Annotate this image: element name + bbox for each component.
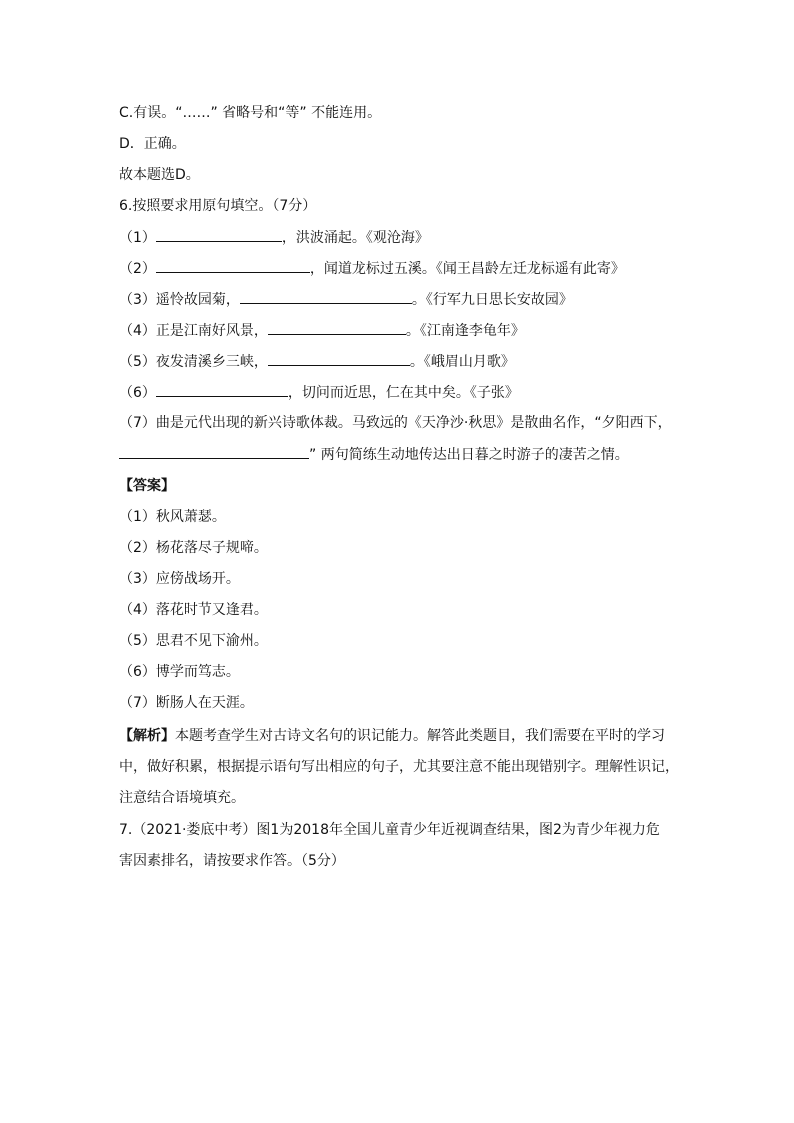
- conclusion-line: 故本题选D。: [119, 167, 200, 183]
- option-d-note: D．正确。: [119, 136, 186, 152]
- analysis-label: 【解析】: [119, 728, 175, 744]
- q6-item-suffix: 。《峨眉山月歌》: [409, 354, 515, 370]
- q6-item-suffix: ，闻道龙标过五溪。《闻王昌龄左迁龙标遥有此寄》: [309, 261, 625, 277]
- answer-item-4: （4）落花时节又逢君。: [119, 602, 268, 618]
- q6-item-number: （4）: [119, 323, 156, 339]
- question-7-line-2: 害因素排名，请按要求作答。（5分）: [119, 853, 345, 869]
- fill-blank[interactable]: [119, 444, 309, 459]
- answer-item-6: （6）博学而笃志。: [119, 664, 240, 680]
- answer-item-1: （1）秋风萧瑟。: [119, 509, 226, 525]
- answer-heading: 【答案】: [119, 478, 175, 494]
- q6-item-prefix: 遥怜故园菊，: [155, 292, 240, 308]
- answer-item-3: （3）应傍战场开。: [119, 571, 240, 587]
- q6-item-suffix: 。《江南逢李龟年》: [405, 323, 525, 339]
- answer-item-2: （2）杨花落尽子规啼。: [119, 540, 268, 556]
- q6-item-prefix: 夜发清溪乡三峡，: [155, 354, 268, 370]
- question-6-title: 6.按照要求用原句填空。（7分）: [119, 198, 317, 214]
- q6-item-2: [119, 258, 625, 278]
- fill-blank[interactable]: [240, 289, 412, 304]
- fill-blank[interactable]: [156, 227, 282, 242]
- q6-item-suffix: ，洪波涌起。《观沧海》: [281, 230, 429, 246]
- q6-item-7-line2: [119, 444, 629, 464]
- q6-item-suffix: ” 两句简练生动地传达出日暮之时游子的凄苦之情。: [309, 447, 629, 463]
- analysis-line-3: 注意结合语境填充。: [119, 790, 245, 806]
- q6-item-3: [119, 289, 573, 309]
- fill-blank[interactable]: [156, 382, 288, 397]
- q6-item-1: [119, 227, 429, 247]
- q6-item-number: （2）: [119, 261, 156, 277]
- answer-item-5: （5）思君不见下渝州。: [119, 633, 268, 649]
- option-c-note: C.有误。“……” 省略号和“等” 不能连用。: [119, 105, 382, 121]
- q6-item-4: [119, 320, 525, 340]
- analysis-line-2: 中，做好积累，根据提示语句写出相应的句子，尤其要注意不能出现错别字。理解性识记，: [119, 759, 679, 775]
- q6-item-7-line1: （7）曲是元代出现的新兴诗歌体裁。马致远的《天净沙·秋思》是散曲名作，“夕阳西下，: [119, 415, 672, 431]
- fill-blank[interactable]: [268, 351, 410, 366]
- fill-blank[interactable]: [268, 320, 406, 335]
- q6-item-6: [119, 382, 519, 402]
- q6-item-suffix: 。《行军九日思长安故园》: [411, 292, 573, 308]
- question-7-line-1: 7.（2021·娄底中考）图1为2018年全国儿童青少年近视调查结果，图2为青少年视力危: [119, 822, 660, 838]
- fill-blank[interactable]: [156, 258, 310, 273]
- q6-item-5: [119, 351, 515, 371]
- q6-item-suffix: ，切问而近思，仁在其中矣。《子张》: [287, 385, 519, 401]
- q6-item-number: （5）: [119, 354, 156, 370]
- q6-item-number: （3）: [119, 292, 156, 308]
- answer-item-7: （7）断肠人在天涯。: [119, 695, 254, 711]
- analysis-line-1: [119, 726, 665, 746]
- q6-item-number: （6）: [119, 385, 156, 401]
- q6-item-number: （1）: [119, 230, 156, 246]
- q6-item-prefix: 正是江南好风景，: [155, 323, 268, 339]
- analysis-text: 本题考查学生对古诗文名句的识记能力。解答此类题目，我们需要在平时的学习: [175, 728, 665, 744]
